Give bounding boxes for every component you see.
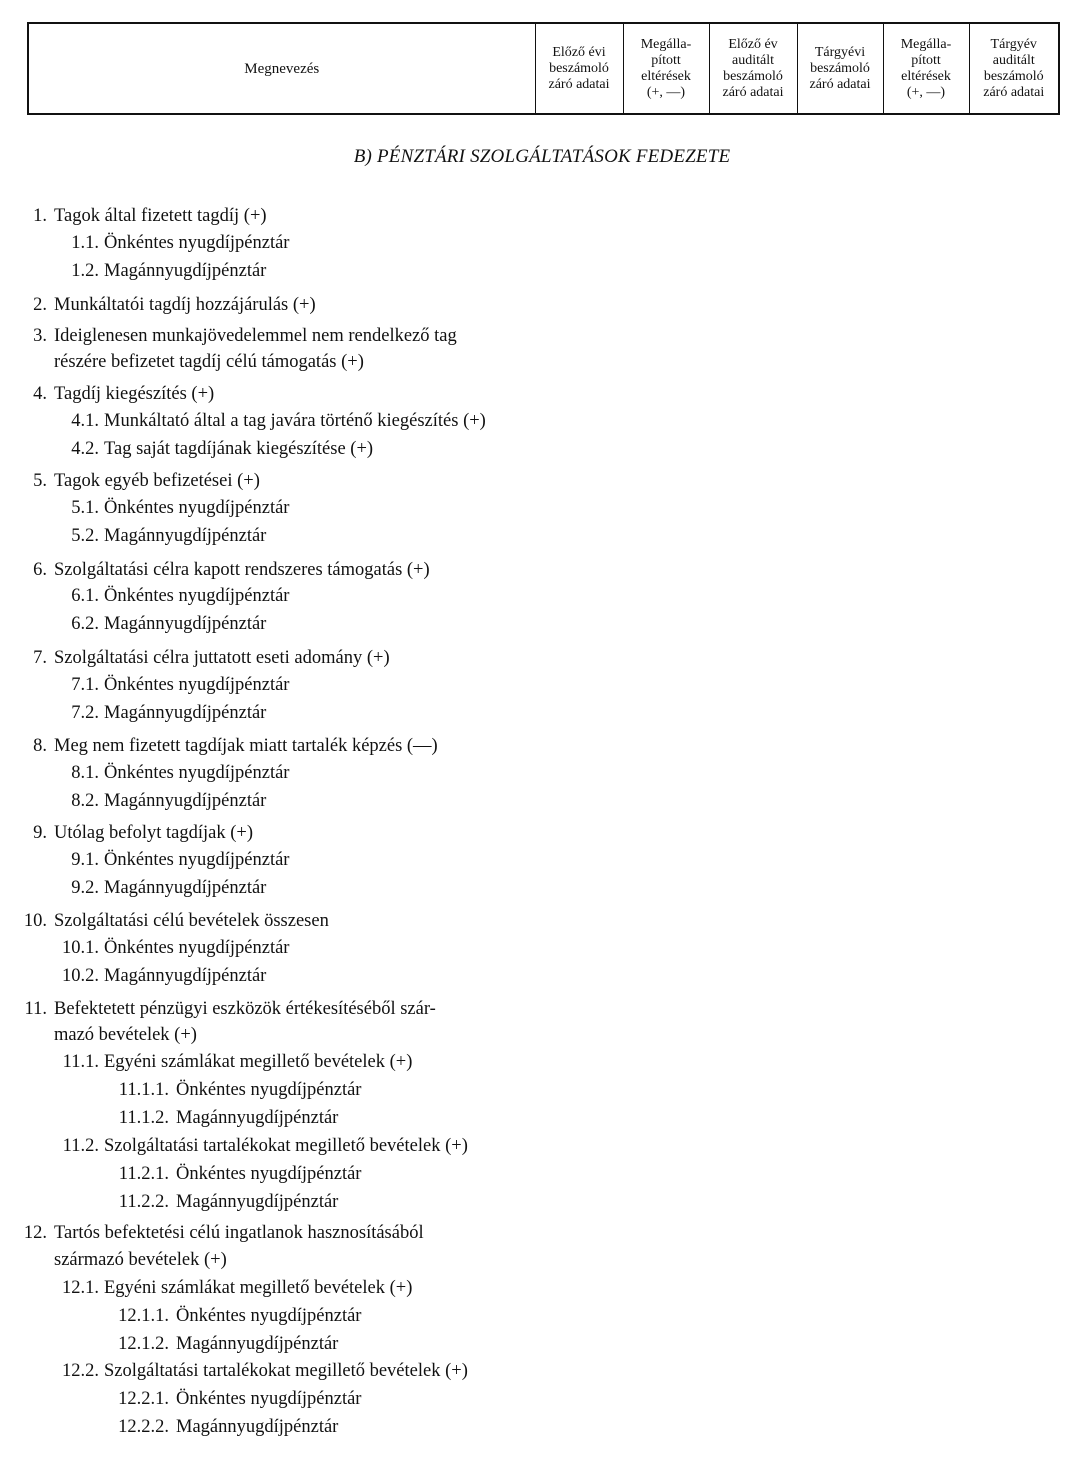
item-label: Szolgáltatási célra juttatott eseti adomány (+)	[54, 648, 390, 668]
list-item	[0, 790, 560, 812]
header-table	[27, 22, 1060, 115]
item-label: Meg nem fizetett tagdíjak miatt tartalék képzés (—)	[54, 736, 438, 756]
column-header-prev-diff: Megálla- pított eltérések (+, —)	[623, 23, 709, 114]
item-label: Önkéntes nyugdíjpénztár	[176, 1389, 362, 1409]
list-item	[0, 1222, 560, 1244]
item-label: Utólag befolyt tagdíjak (+)	[54, 823, 253, 843]
item-label: Önkéntes nyugdíjpénztár	[104, 763, 290, 783]
list-item	[0, 438, 560, 460]
list-item	[0, 205, 560, 227]
item-number: 6.2.	[71, 614, 99, 634]
item-number: 10.	[23, 911, 47, 931]
item-label: Ideiglenesen munkajövedelemmel nem rendelkező tag	[54, 326, 457, 346]
item-number: 11.2.2.	[118, 1192, 169, 1212]
item-number: 7.2.	[71, 703, 99, 723]
list-item	[0, 232, 560, 254]
list-item	[0, 702, 560, 724]
list-item	[0, 1163, 560, 1185]
list-item	[0, 735, 560, 757]
list-item	[0, 470, 560, 492]
column-header-current-diff: Megálla- pított eltérések (+, —)	[883, 23, 969, 114]
item-number: 11.2.	[62, 1136, 99, 1156]
item-label: Egyéni számlákat megillető bevételek (+)	[104, 1052, 413, 1072]
list-item	[0, 613, 560, 635]
item-label: Önkéntes nyugdíjpénztár	[104, 850, 290, 870]
item-label: Magánnyugdíjpénztár	[104, 966, 267, 986]
header-row	[28, 23, 1059, 114]
list-item	[0, 965, 560, 987]
item-label: Magánnyugdíjpénztár	[176, 1108, 339, 1128]
list-item	[0, 849, 560, 871]
list-item	[0, 647, 560, 669]
item-label: Munkáltató által a tag javára történő kiegészítés (+)	[104, 411, 486, 431]
item-label: Tagok által fizetett tagdíj (+)	[54, 206, 267, 226]
item-number: 12.1.2.	[118, 1334, 169, 1354]
list-item	[0, 1333, 560, 1355]
item-label: Tagdíj kiegészítés (+)	[54, 384, 215, 404]
list-item	[0, 1249, 560, 1271]
list-item	[0, 559, 560, 581]
item-label: Magánnyugdíjpénztár	[176, 1417, 339, 1437]
item-number: 11.	[24, 999, 47, 1019]
list-item	[0, 1135, 560, 1157]
list-item	[0, 877, 560, 899]
item-label: Szolgáltatási célú bevételek összesen	[54, 911, 329, 931]
item-label: Magánnyugdíjpénztár	[104, 261, 267, 281]
item-label: Önkéntes nyugdíjpénztár	[176, 1306, 362, 1326]
item-number: 11.1.	[62, 1052, 99, 1072]
item-number: 11.1.2.	[118, 1108, 169, 1128]
list-item	[0, 1305, 560, 1327]
item-number: 4.1.	[71, 411, 99, 431]
item-number: 1.	[33, 206, 47, 226]
list-item	[0, 1024, 560, 1046]
item-label: Magánnyugdíjpénztár	[104, 703, 267, 723]
item-label: mazó bevételek (+)	[54, 1025, 197, 1045]
item-label: Tag saját tagdíjának kiegészítése (+)	[104, 439, 374, 459]
item-number: 5.	[33, 471, 47, 491]
item-number: 7.	[33, 648, 47, 668]
list-item	[0, 294, 560, 316]
list-item	[0, 674, 560, 696]
item-number: 2.	[33, 295, 47, 315]
item-label: Magánnyugdíjpénztár	[104, 791, 267, 811]
item-label: Magánnyugdíjpénztár	[104, 526, 267, 546]
item-number: 3.	[33, 326, 47, 346]
item-label: Magánnyugdíjpénztár	[104, 878, 267, 898]
list-item	[0, 1360, 560, 1382]
column-header-name: Megnevezés	[28, 23, 535, 114]
item-label: Szolgáltatási tartalékokat megillető bevételek (+)	[104, 1361, 468, 1381]
column-header-prev-year: Előző évi beszámoló záró adatai	[535, 23, 623, 114]
item-number: 11.2.1.	[118, 1164, 169, 1184]
item-number: 4.	[33, 384, 47, 404]
list-item	[0, 351, 560, 373]
item-number: 4.2.	[71, 439, 99, 459]
list-item	[0, 1277, 560, 1299]
list-item	[0, 822, 560, 844]
item-number: 6.	[33, 560, 47, 580]
item-number: 8.1.	[71, 763, 99, 783]
item-number: 8.2.	[71, 791, 99, 811]
list-item	[0, 260, 560, 282]
item-number: 9.1.	[71, 850, 99, 870]
item-number: 12.1.	[62, 1278, 99, 1298]
list-item	[0, 1191, 560, 1213]
item-label: Önkéntes nyugdíjpénztár	[104, 498, 290, 518]
item-label: Önkéntes nyugdíjpénztár	[104, 675, 290, 695]
item-label: Tartós befektetési célú ingatlanok hasznosításából	[54, 1223, 424, 1243]
item-number: 12.2.	[62, 1361, 99, 1381]
list-item	[0, 525, 560, 547]
list-item	[0, 937, 560, 959]
list-item	[0, 910, 560, 932]
list-item	[0, 1388, 560, 1410]
list-item	[0, 998, 560, 1020]
item-label: Önkéntes nyugdíjpénztár	[104, 938, 290, 958]
item-number: 12.1.1.	[118, 1306, 169, 1326]
item-label: Magánnyugdíjpénztár	[104, 614, 267, 634]
item-label: Önkéntes nyugdíjpénztár	[104, 233, 290, 253]
item-label: Önkéntes nyugdíjpénztár	[104, 586, 290, 606]
list-item	[0, 1416, 560, 1438]
list-item	[0, 410, 560, 432]
item-number: 9.	[33, 823, 47, 843]
item-label: Szolgáltatási tartalékokat megillető bevételek (+)	[104, 1136, 468, 1156]
item-label: Befektetett pénzügyi eszközök értékesítéséből szár-	[54, 999, 436, 1019]
list-item	[0, 585, 560, 607]
item-number: 11.1.1.	[118, 1080, 169, 1100]
item-label: származó bevételek (+)	[54, 1250, 227, 1270]
column-header-current-audited: Tárgyév auditált beszámoló záró adatai	[969, 23, 1059, 114]
item-number: 10.1.	[62, 938, 99, 958]
list-item	[0, 383, 560, 405]
item-number: 6.1.	[71, 586, 99, 606]
list-item	[0, 497, 560, 519]
item-label: Egyéni számlákat megillető bevételek (+)	[104, 1278, 413, 1298]
item-number: 9.2.	[71, 878, 99, 898]
item-number: 10.2.	[62, 966, 99, 986]
item-label: Önkéntes nyugdíjpénztár	[176, 1164, 362, 1184]
item-label: Önkéntes nyugdíjpénztár	[176, 1080, 362, 1100]
list-item	[0, 1079, 560, 1101]
list-item	[0, 762, 560, 784]
item-number: 5.2.	[71, 526, 99, 546]
item-number: 12.2.2.	[118, 1417, 169, 1437]
item-number: 12.	[23, 1223, 47, 1243]
section-title: B) PÉNZTÁRI SZOLGÁLTATÁSOK FEDEZETE	[353, 146, 731, 167]
column-header-prev-audited: Előző év auditált beszámoló záró adatai	[709, 23, 797, 114]
item-number: 5.1.	[71, 498, 99, 518]
item-label: Munkáltatói tagdíj hozzájárulás (+)	[54, 295, 316, 315]
list-item	[0, 325, 560, 347]
item-label: Magánnyugdíjpénztár	[176, 1192, 339, 1212]
item-number: 12.2.1.	[118, 1389, 169, 1409]
item-number: 7.1.	[71, 675, 99, 695]
item-number: 1.1.	[71, 233, 99, 253]
column-header-current-year: Tárgyévi beszámoló záró adatai	[797, 23, 883, 114]
item-label: Magánnyugdíjpénztár	[176, 1334, 339, 1354]
item-label: Tagok egyéb befizetései (+)	[54, 471, 260, 491]
item-label: Szolgáltatási célra kapott rendszeres támogatás (+)	[54, 560, 430, 580]
list-item	[0, 1051, 560, 1073]
item-number: 8.	[33, 736, 47, 756]
item-label: részére befizetet tagdíj célú támogatás (+)	[54, 352, 364, 372]
item-number: 1.2.	[71, 261, 99, 281]
list-item	[0, 1107, 560, 1129]
